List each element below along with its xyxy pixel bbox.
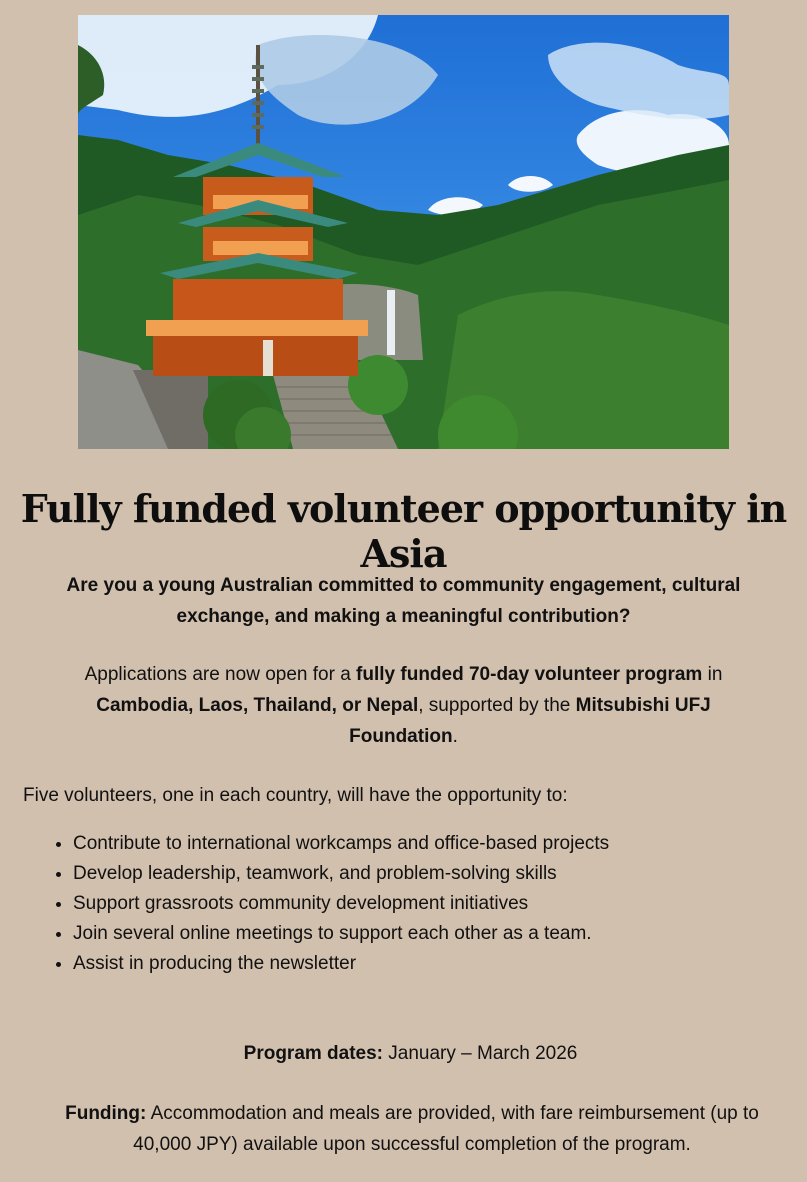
applications-text-3: , supported by the (418, 695, 576, 716)
hero-image (78, 15, 729, 449)
opportunities-intro: Five volunteers, one in each country, will have the opportunity to: (23, 785, 568, 806)
list-item: • Develop leadership, teamwork, and problem-solving skills (73, 859, 609, 889)
list-item: • Contribute to international workcamps and office-based projects (73, 829, 609, 859)
pagoda-landscape-illustration (78, 15, 729, 449)
applications-text-2: in (702, 664, 723, 685)
countries-highlight: Cambodia, Laos, Thailand, or Nepal (96, 695, 419, 716)
funding-info (40, 1098, 784, 1160)
list-item: • Join several online meetings to support each other as a team. (73, 919, 609, 949)
applications-paragraph (50, 659, 757, 752)
program-dates-label: Program dates: (243, 1043, 384, 1064)
applications-text-4: . (452, 726, 458, 747)
applications-text-1: Applications are now open for a (84, 664, 357, 685)
funding-value: Accommodation and meals are provided, with fare reimbursement (up to 40,000 JPY) available upon successful completion of the program. (133, 1103, 759, 1155)
opportunities-list (24, 829, 609, 979)
funding-label: Funding: (65, 1103, 147, 1124)
program-dates (0, 1040, 807, 1068)
program-dates-value: January – March 2026 (383, 1043, 578, 1064)
list-item: • Support grassroots community development initiatives (73, 889, 609, 919)
program-length-highlight: fully funded 70-day volunteer program (356, 664, 703, 685)
list-item: • Assist in producing the newsletter (73, 949, 609, 979)
lead-question: Are you a young Australian committed to community engagement, cultural exchange, and making a meaningful contribution? (66, 575, 741, 627)
foundation-highlight: Mitsubishi UFJ Foundation (349, 695, 711, 747)
page-title: Fully funded volunteer opportunity in Asia (20, 486, 787, 576)
